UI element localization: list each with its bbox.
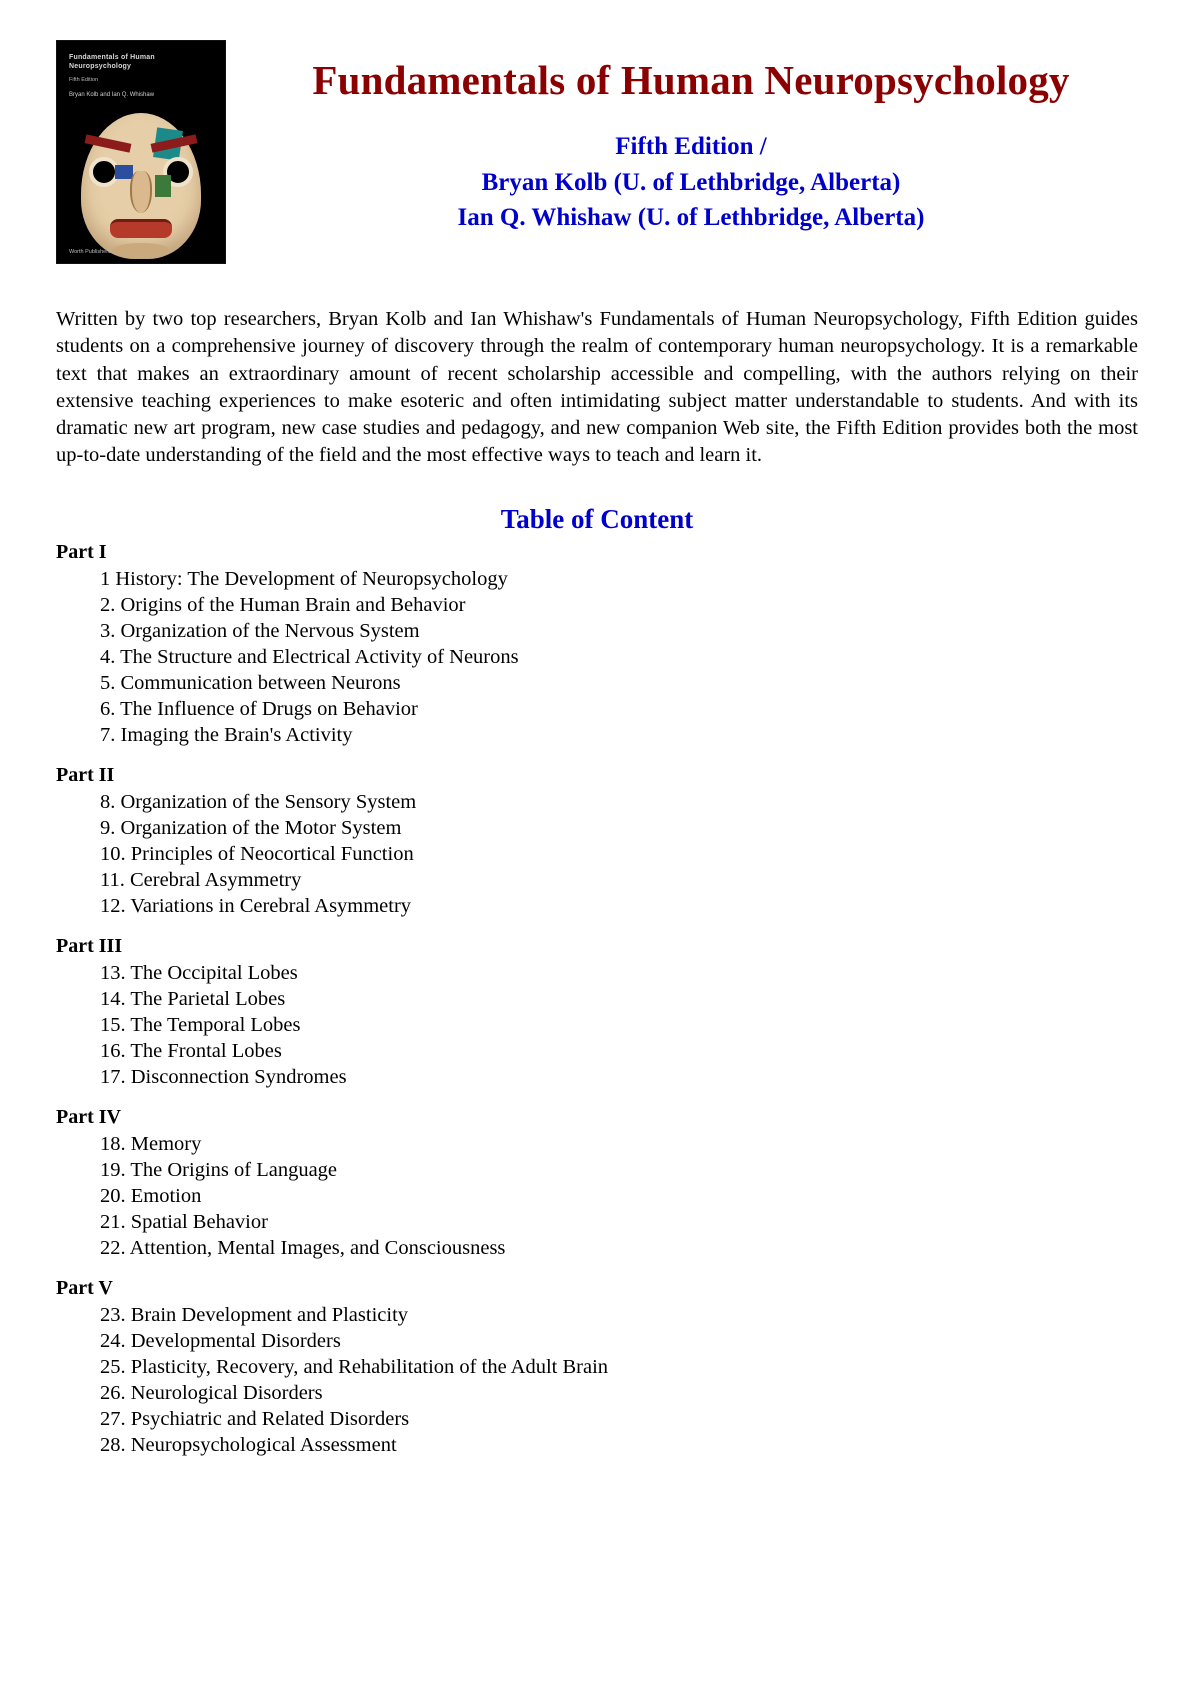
toc-chapter-list xyxy=(56,789,1138,919)
list-item: 12. Variations in Cerebral Asymmetry xyxy=(100,894,412,917)
list-item: 24. Developmental Disorders xyxy=(100,1330,341,1353)
list-item: 3. Organization of the Nervous System xyxy=(100,619,420,642)
list-item: 17. Disconnection Syndromes xyxy=(100,1066,347,1088)
list-item: 15. The Temporal Lobes xyxy=(100,1013,301,1036)
list-item: 13. The Occipital Lobes xyxy=(100,961,298,984)
toc-part-label: Part III xyxy=(56,934,123,957)
book-description: Written by two top researchers, Bryan Kolb and Ian Whishaw's Fundamentals of Human Neuropsychology, Fifth Edition guides students on a comprehensive journey of discovery through the realm of contemporary human neuropsychology. It is a remarkable text that makes an extraordinary amount of recent scholarship accessible and compelling, with the authors relying on their extensive teaching experiences to make esoteric and often intimidating subject matter understandable to students. And with its dramatic new art program, new case studies and pedagogy, and new companion Web site, the Fifth Edition provides both the most up-to-date understanding of the field and the most effective ways to teach and learn it. xyxy=(56,308,1138,467)
page-title: Fundamentals of Human Neuropsychology xyxy=(312,57,1070,103)
list-item: 21. Spatial Behavior xyxy=(100,1211,268,1234)
list-item: 23. Brain Development and Plasticity xyxy=(100,1304,409,1327)
list-item: 10. Principles of Neocortical Function xyxy=(100,842,414,865)
list-item: 19. The Origins of Language xyxy=(100,1159,338,1182)
list-item: 27. Psychiatric and Related Disorders xyxy=(100,1408,410,1431)
book-header xyxy=(56,40,1138,264)
title-block xyxy=(244,40,1138,236)
list-item: 8. Organization of the Sensory System xyxy=(100,790,417,813)
list-item: 4. The Structure and Electrical Activity of Neurons xyxy=(100,645,519,668)
list-item: 7. Imaging the Brain's Activity xyxy=(100,723,353,746)
list-item: 26. Neurological Disorders xyxy=(100,1382,323,1405)
toc-list xyxy=(56,541,1138,1459)
toc-heading: Table of Content xyxy=(500,503,694,534)
list-item: 11. Cerebral Asymmetry xyxy=(100,868,302,891)
list-item: 2. Origins of the Human Brain and Behavior xyxy=(100,593,466,616)
list-item: 1 History: The Development of Neuropsychology xyxy=(100,567,508,590)
list-item: 6. The Influence of Drugs on Behavior xyxy=(100,697,418,720)
cover-edition-text: Fifth Edition xyxy=(69,77,99,83)
cover-title-text: Fundamentals of Human Neuropsychology xyxy=(69,54,155,71)
toc-part-label: Part V xyxy=(56,1277,113,1300)
toc-part-label: Part II xyxy=(56,763,115,786)
cover-publisher-text: Worth Publishers xyxy=(69,249,111,255)
toc-chapter-list xyxy=(56,566,1138,748)
toc-chapter-list xyxy=(56,960,1138,1090)
author-line-2: Ian Q. Whishaw (U. of Lethbridge, Alberta) xyxy=(457,204,925,232)
toc-part-label: Part IV xyxy=(56,1106,121,1129)
list-item: 16. The Frontal Lobes xyxy=(100,1039,282,1062)
list-item: 5. Communication between Neurons xyxy=(100,671,401,694)
list-item: 9. Organization of the Motor System xyxy=(100,816,402,839)
edition-line: Fifth Edition / xyxy=(615,133,767,161)
toc-chapter-list xyxy=(56,1302,1138,1458)
list-item: 14. The Parietal Lobes xyxy=(100,987,286,1010)
toc-part-label: Part I xyxy=(56,540,107,563)
toc-chapter-list xyxy=(56,1131,1138,1261)
book-cover-image xyxy=(56,40,226,264)
cover-authors-text: Bryan Kolb and Ian Q. Whishaw xyxy=(69,92,155,98)
mask-artwork-icon xyxy=(81,113,201,259)
list-item: 20. Emotion xyxy=(100,1185,202,1208)
list-item: 18. Memory xyxy=(100,1133,202,1156)
author-line-1: Bryan Kolb (U. of Lethbridge, Alberta) xyxy=(481,168,901,196)
list-item: 28. Neuropsychological Assessment xyxy=(100,1434,397,1457)
list-item: 25. Plasticity, Recovery, and Rehabilitation of the Adult Brain xyxy=(100,1356,609,1379)
list-item: 22. Attention, Mental Images, and Consciousness xyxy=(100,1237,506,1260)
